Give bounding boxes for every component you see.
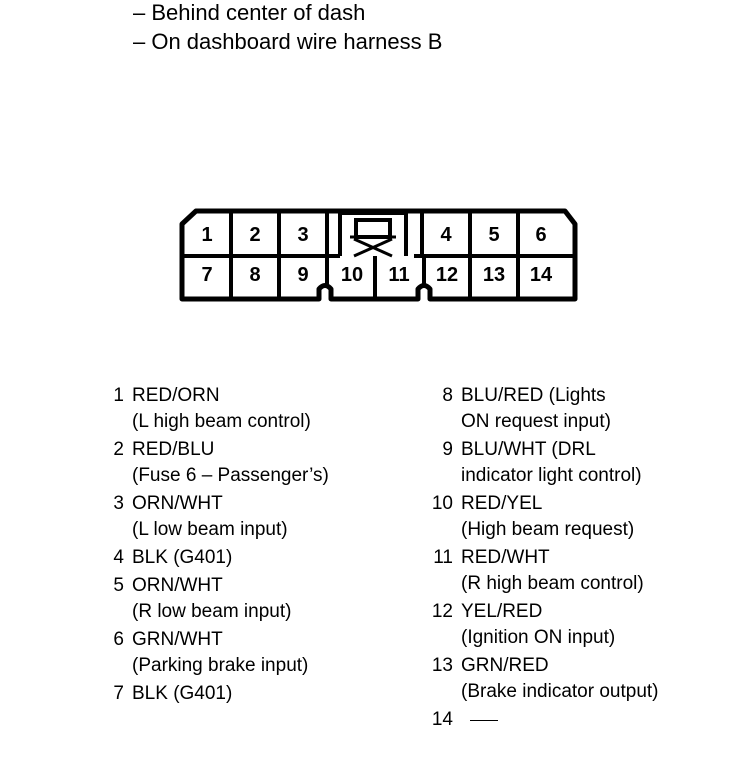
pin-label-9: 9 xyxy=(297,264,309,286)
pin-label-5: 5 xyxy=(488,224,500,246)
pin-wire-color: BLU/WHT (DRL xyxy=(461,439,596,460)
pin-number: 10 xyxy=(431,493,453,514)
location-line-1: – Behind center of dash xyxy=(133,0,366,25)
pin-wire-color: BLK (G401) xyxy=(132,683,233,704)
connector-latch-keyway xyxy=(340,213,406,256)
pin-number: 5 xyxy=(113,575,124,596)
pin-label-13: 13 xyxy=(482,264,506,286)
pin-label-1: 1 xyxy=(201,224,213,246)
pin-label-12: 12 xyxy=(435,264,459,286)
pin-description: (R high beam control) xyxy=(461,573,644,594)
pin-label-10: 10 xyxy=(340,264,364,286)
pin-wire-color: RED/ORN xyxy=(132,385,220,406)
pin-description: (R low beam input) xyxy=(132,601,292,622)
pin-number: 14 xyxy=(431,709,453,730)
pin-description: (L high beam control) xyxy=(132,411,311,432)
pin-label-3: 3 xyxy=(297,224,309,246)
pin-number: 6 xyxy=(113,629,124,650)
pin-description: (High beam request) xyxy=(461,519,635,540)
pin-description: (L low beam input) xyxy=(132,519,288,540)
pin-number: 12 xyxy=(431,601,453,622)
pin-number: 7 xyxy=(113,683,124,704)
pin-number: 3 xyxy=(113,493,124,514)
pin-label-2: 2 xyxy=(249,224,261,246)
pin-number: 11 xyxy=(433,547,453,568)
pin-wire-color: RED/YEL xyxy=(461,493,543,514)
pin-label-4: 4 xyxy=(440,224,452,246)
pin-description: (Parking brake input) xyxy=(132,655,309,676)
pin-number: 4 xyxy=(113,547,124,568)
pin-label-8: 8 xyxy=(249,264,261,286)
pin-description: indicator light control) xyxy=(461,465,642,486)
pin-label-14: 14 xyxy=(529,264,553,286)
pin-description: (Fuse 6 – Passenger’s) xyxy=(132,465,329,486)
pin-unused-dash xyxy=(470,720,498,721)
pin-wire-color: YEL/RED xyxy=(461,601,543,622)
pin-wire-color: BLK (G401) xyxy=(132,547,233,568)
pin-number: 13 xyxy=(431,655,453,676)
pin-description: (Brake indicator output) xyxy=(461,681,659,702)
location-line-2: – On dashboard wire harness B xyxy=(133,29,443,54)
pin-wire-color: GRN/RED xyxy=(461,655,549,676)
pin-wire-color: BLU/RED (Lights xyxy=(461,385,606,406)
pin-wire-color: RED/BLU xyxy=(132,439,215,460)
pin-label-6: 6 xyxy=(535,224,547,246)
pin-wire-color: ORN/WHT xyxy=(132,575,223,596)
pin-description: ON request input) xyxy=(461,411,611,432)
pin-wire-color: RED/WHT xyxy=(461,547,550,568)
pin-wire-color: GRN/WHT xyxy=(132,629,223,650)
pin-label-7: 7 xyxy=(201,264,213,286)
pin-number: 2 xyxy=(113,439,124,460)
pin-number: 9 xyxy=(442,439,453,460)
pin-number: 1 xyxy=(113,385,124,406)
pin-wire-color: ORN/WHT xyxy=(132,493,223,514)
pin-number: 8 xyxy=(442,385,453,406)
pin-description: (Ignition ON input) xyxy=(461,627,616,648)
pin-label-11: 11 xyxy=(388,264,410,286)
